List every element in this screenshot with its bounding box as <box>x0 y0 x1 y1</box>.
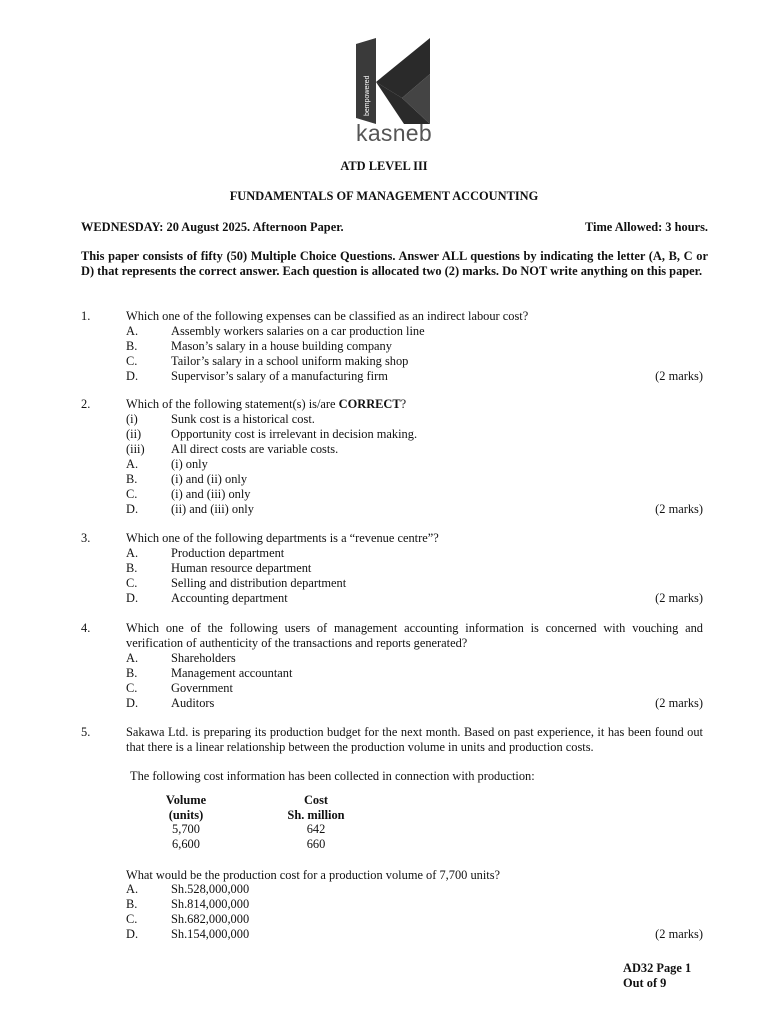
option-d: D. (ii) and (iii) only <box>126 502 254 516</box>
option-a: A. (i) only <box>126 457 208 471</box>
question-number: 2. <box>81 397 91 411</box>
question-text: Which one of the following departments is a “revenue centre”? <box>126 531 439 545</box>
statement-ii: (ii) Opportunity cost is irrelevant in decision making. <box>126 427 418 441</box>
statement-i: (i) Sunk cost is a historical cost. <box>126 412 315 426</box>
option-c: C. Government <box>126 681 233 695</box>
marks: (2 marks) <box>655 591 703 605</box>
time-allowed: Time Allowed: 3 hours. <box>585 220 708 234</box>
option-a: A. Sh.528,000,000 <box>126 882 250 896</box>
table-cell: 642 <box>306 822 326 836</box>
table-header-cost: Cost <box>303 793 329 807</box>
logo-tagline: bempowered <box>364 75 371 116</box>
question-context: The following cost information has been collected in connection with production: <box>130 769 535 783</box>
option-a: A. Assembly workers salaries on a car production line <box>126 324 425 338</box>
question-text: Sakawa Ltd. is preparing its production budget for the next month. Based on past experience, it has been found out that there is a linear relationship between the production volume in units and production costs. <box>126 725 703 754</box>
marks: (2 marks) <box>655 502 703 516</box>
question-text: Which one of the following users of management accounting information is concerned with vouching and verification of authenticity of the transactions and reports generated? <box>126 621 703 650</box>
instructions: This paper consists of fifty (50) Multiple Choice Questions. Answer ALL questions by indicating the letter (A, B, C or D) that represents the correct answer. Each question is allocated two (2) marks. Do NOT write anything on this paper. <box>81 249 708 278</box>
table-header-volume-unit: (units) <box>168 808 204 822</box>
option-d: D. Auditors <box>126 696 215 710</box>
exam-date: WEDNESDAY: 20 August 2025. Afternoon Paper. <box>81 220 344 234</box>
option-d: D. Accounting department <box>126 591 288 605</box>
statement-iii: (iii) All direct costs are variable costs. <box>126 442 339 456</box>
kasneb-logo <box>356 38 432 124</box>
option-c: C. Sh.682,000,000 <box>126 912 250 926</box>
marks: (2 marks) <box>655 369 703 383</box>
option-c: C. Selling and distribution department <box>126 576 347 590</box>
question-number: 4. <box>81 621 91 635</box>
table-cell: 660 <box>306 837 326 851</box>
option-b: B. Mason’s salary in a house building company <box>126 339 392 353</box>
option-b: B. Sh.814,000,000 <box>126 897 250 911</box>
marks: (2 marks) <box>655 696 703 710</box>
paper-title: FUNDAMENTALS OF MANAGEMENT ACCOUNTING <box>229 189 539 203</box>
option-d: D. Sh.154,000,000 <box>126 927 250 941</box>
page-total: Out of 9 <box>623 976 667 990</box>
question-number: 3. <box>81 531 91 545</box>
option-b: B. Human resource department <box>126 561 312 575</box>
option-c: C. (i) and (iii) only <box>126 487 251 501</box>
table-cell: 6,600 <box>172 837 200 851</box>
question-prompt: What would be the production cost for a production volume of 7,700 units? <box>126 868 501 882</box>
exam-level: ATD LEVEL III <box>340 159 428 173</box>
table-header-volume: Volume <box>165 793 207 807</box>
marks: (2 marks) <box>655 927 703 941</box>
option-b: B. Management accountant <box>126 666 293 680</box>
option-c: C. Tailor’s salary in a school uniform making shop <box>126 354 409 368</box>
option-b: B. (i) and (ii) only <box>126 472 248 486</box>
page-number: AD32 Page 1 <box>623 961 692 975</box>
question-text: Which one of the following expenses can be classified as an indirect labour cost? <box>126 309 529 323</box>
option-a: A. Production department <box>126 546 285 560</box>
page-footer <box>623 961 691 991</box>
table-header-cost-unit: Sh. million <box>287 808 345 822</box>
question-number: 1. <box>81 309 91 323</box>
table-cell: 5,700 <box>172 822 200 836</box>
exam-info-row <box>81 220 708 235</box>
question-number: 5. <box>81 725 91 739</box>
logo-wordmark: kasneb <box>356 120 432 146</box>
option-d: D. Supervisor’s salary of a manufacturing firm <box>126 369 388 383</box>
question-text: Which of the following statement(s) is/are CORRECT? <box>126 397 407 411</box>
option-a: A. Shareholders <box>126 651 236 665</box>
